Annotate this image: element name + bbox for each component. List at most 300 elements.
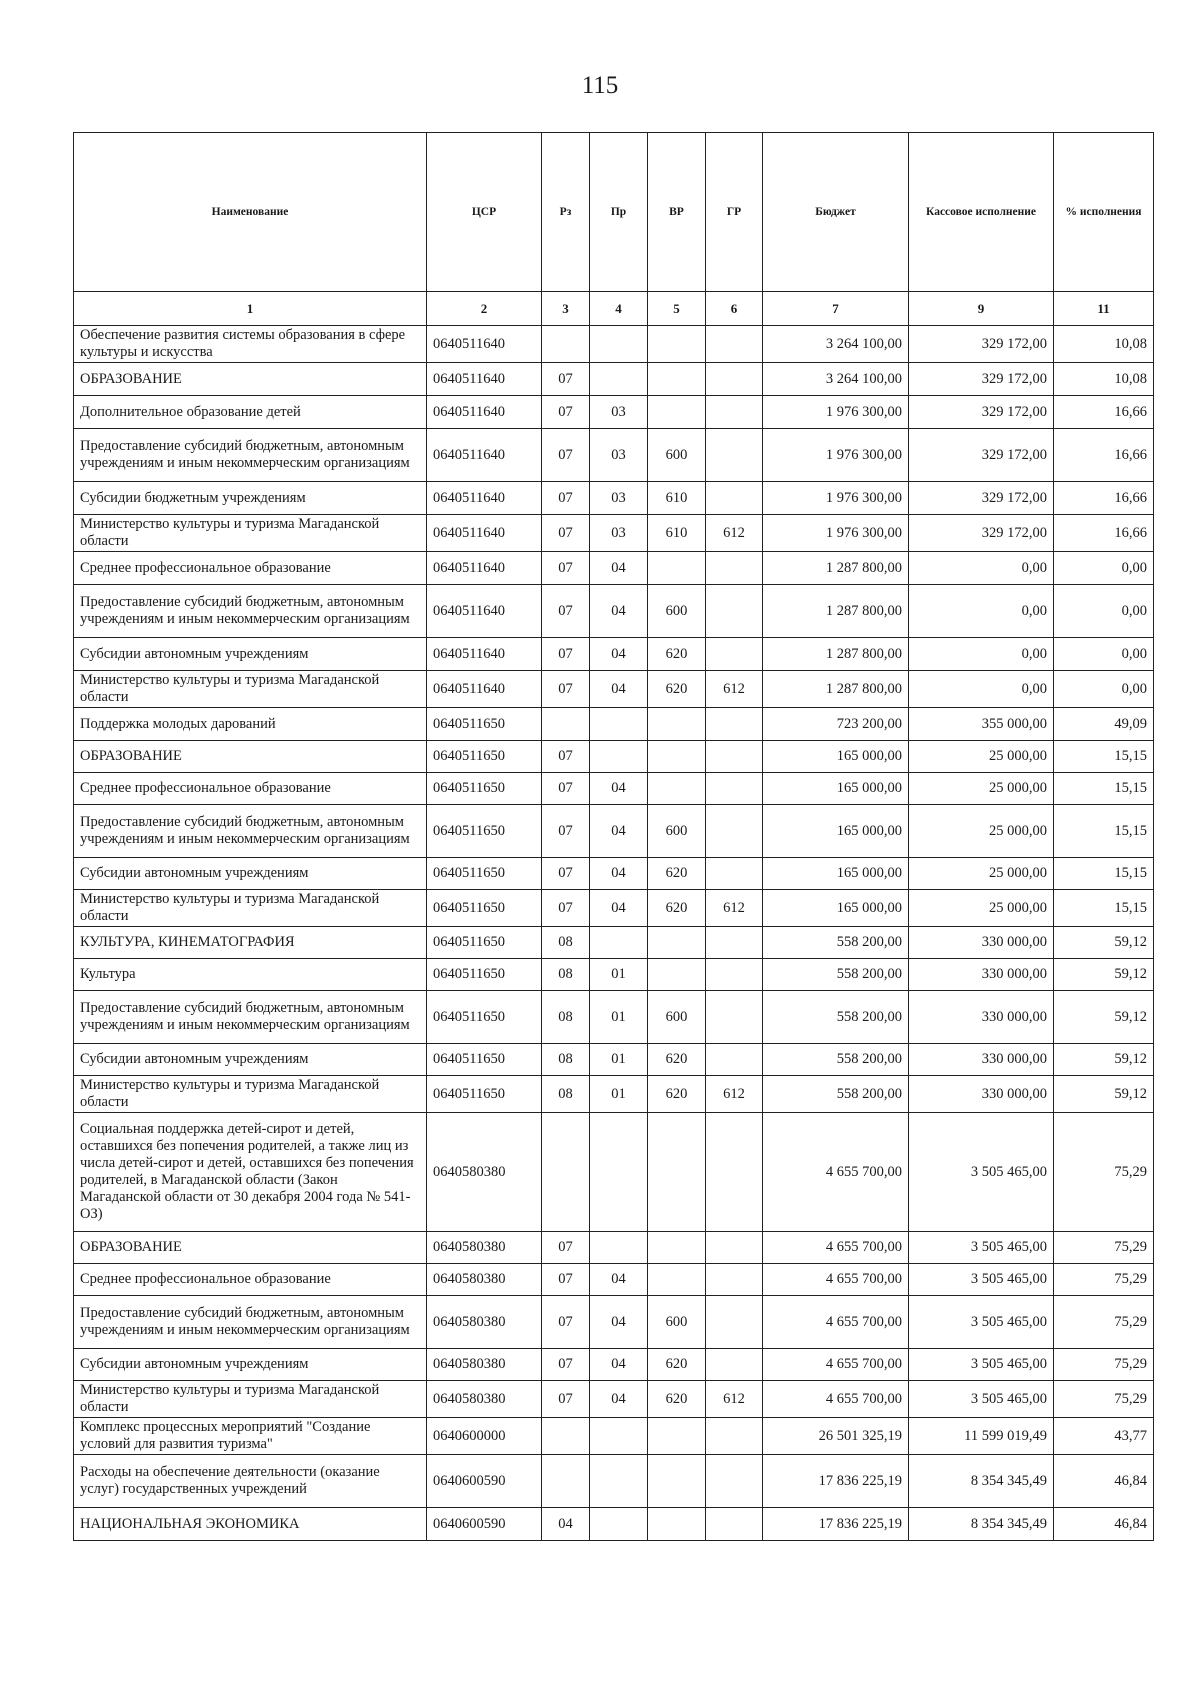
cell-csr: 0640511640 [427,638,542,671]
cell-gr [706,1113,763,1232]
cell-budget: 4 655 700,00 [763,1296,909,1349]
table-row [74,959,1154,991]
table-row [74,1349,1154,1381]
table-row [74,1232,1154,1264]
table-row [74,708,1154,741]
cell-pr [590,363,648,396]
header-name: Наименование [74,133,427,292]
cell-budget: 4 655 700,00 [763,1349,909,1381]
header-pct: % исполнения [1054,133,1154,292]
table-row [74,991,1154,1044]
table-row [74,1264,1154,1296]
cell-pct: 75,29 [1054,1232,1154,1264]
cell-rz: 07 [542,1349,590,1381]
cell-cash: 11 599 019,49 [909,1418,1054,1455]
cell-cash: 329 172,00 [909,363,1054,396]
table-row [74,326,1154,363]
cell-cash: 330 000,00 [909,1044,1054,1076]
cell-cash: 329 172,00 [909,326,1054,363]
cell-name: Субсидии бюджетным учреждениям [74,482,427,515]
cell-vr: 610 [648,515,706,552]
cell-gr [706,1264,763,1296]
column-number-row [74,292,1154,326]
table-row [74,1508,1154,1541]
cell-gr [706,1232,763,1264]
cell-pr: 04 [590,1296,648,1349]
cell-budget: 3 264 100,00 [763,326,909,363]
table-row [74,515,1154,552]
cell-pct: 15,15 [1054,805,1154,858]
cell-pct: 16,66 [1054,515,1154,552]
cell-csr: 0640511650 [427,959,542,991]
cell-cash: 3 505 465,00 [909,1232,1054,1264]
cell-cash: 355 000,00 [909,708,1054,741]
cell-vr: 620 [648,671,706,708]
cell-pr: 04 [590,552,648,585]
cell-csr: 0640600590 [427,1508,542,1541]
cell-rz: 08 [542,991,590,1044]
cell-budget: 26 501 325,19 [763,1418,909,1455]
cell-cash: 330 000,00 [909,959,1054,991]
cell-cash: 3 505 465,00 [909,1264,1054,1296]
cell-pct: 15,15 [1054,741,1154,773]
cell-cash: 329 172,00 [909,429,1054,482]
table-row [74,1113,1154,1232]
cell-vr [648,959,706,991]
cell-csr: 0640600000 [427,1418,542,1455]
cell-pr: 03 [590,396,648,429]
cell-csr: 0640511640 [427,482,542,515]
cell-rz: 07 [542,1381,590,1418]
cell-cash: 0,00 [909,638,1054,671]
column-number: 6 [706,292,763,326]
cell-pr [590,326,648,363]
cell-vr: 610 [648,482,706,515]
cell-csr: 0640580380 [427,1232,542,1264]
cell-pct: 59,12 [1054,959,1154,991]
cell-cash: 330 000,00 [909,927,1054,959]
cell-rz: 08 [542,1076,590,1113]
cell-rz: 07 [542,363,590,396]
table-row [74,1044,1154,1076]
table-row [74,773,1154,805]
cell-rz [542,326,590,363]
cell-csr: 0640511640 [427,363,542,396]
cell-rz: 07 [542,552,590,585]
cell-cash: 3 505 465,00 [909,1113,1054,1232]
cell-csr: 0640511650 [427,991,542,1044]
cell-vr [648,396,706,429]
cell-vr: 620 [648,858,706,890]
cell-gr [706,585,763,638]
cell-name: НАЦИОНАЛЬНАЯ ЭКОНОМИКА [74,1508,427,1541]
cell-csr: 0640580380 [427,1381,542,1418]
table-row [74,1455,1154,1508]
cell-name: КУЛЬТУРА, КИНЕМАТОГРАФИЯ [74,927,427,959]
cell-pct: 16,66 [1054,396,1154,429]
cell-rz [542,1113,590,1232]
cell-gr [706,1455,763,1508]
cell-name: Предоставление субсидий бюджетным, автономным учреждениям и иным некоммерческим организациям [74,1296,427,1349]
cell-gr [706,429,763,482]
cell-pr [590,1508,648,1541]
cell-pct: 59,12 [1054,1076,1154,1113]
cell-gr [706,991,763,1044]
cell-gr [706,959,763,991]
cell-pr: 04 [590,1349,648,1381]
cell-budget: 558 200,00 [763,1076,909,1113]
cell-name: Министерство культуры и туризма Магаданской области [74,1076,427,1113]
cell-cash: 8 354 345,49 [909,1508,1054,1541]
cell-vr: 620 [648,638,706,671]
cell-cash: 25 000,00 [909,805,1054,858]
cell-pr: 04 [590,773,648,805]
cell-vr [648,1508,706,1541]
cell-name: Субсидии автономным учреждениям [74,858,427,890]
cell-vr: 620 [648,1044,706,1076]
cell-vr [648,773,706,805]
cell-vr: 600 [648,429,706,482]
cell-gr: 612 [706,1381,763,1418]
cell-budget: 165 000,00 [763,805,909,858]
cell-pr: 01 [590,1044,648,1076]
cell-cash: 329 172,00 [909,396,1054,429]
table-row [74,1076,1154,1113]
cell-gr [706,326,763,363]
cell-csr: 0640580380 [427,1296,542,1349]
table-row [74,429,1154,482]
table-row [74,805,1154,858]
cell-gr [706,482,763,515]
cell-budget: 4 655 700,00 [763,1113,909,1232]
cell-rz: 04 [542,1508,590,1541]
cell-budget: 17 836 225,19 [763,1508,909,1541]
cell-name: Социальная поддержка детей-сирот и детей, оставшихся без попечения родителей, а также лиц из числа детей-сирот и детей, оставшихся без попечения родителей, в Магаданской области (Закон Магаданской области от 30 декабря 2004 года № 541-ОЗ) [74,1113,427,1232]
cell-name: Среднее профессиональное образование [74,1264,427,1296]
table-row [74,671,1154,708]
cell-pct: 15,15 [1054,858,1154,890]
cell-pr [590,708,648,741]
column-number: 4 [590,292,648,326]
cell-csr: 0640511650 [427,1076,542,1113]
cell-vr: 620 [648,1076,706,1113]
cell-name: Культура [74,959,427,991]
cell-vr [648,1418,706,1455]
cell-pr: 04 [590,1264,648,1296]
cell-budget: 1 287 800,00 [763,638,909,671]
cell-vr [648,363,706,396]
cell-rz: 07 [542,858,590,890]
cell-vr [648,1455,706,1508]
cell-name: Комплекс процессных мероприятий "Создание условий для развития туризма" [74,1418,427,1455]
cell-rz: 07 [542,638,590,671]
cell-pct: 75,29 [1054,1264,1154,1296]
cell-cash: 25 000,00 [909,858,1054,890]
cell-vr: 600 [648,585,706,638]
cell-budget: 1 976 300,00 [763,396,909,429]
cell-pr [590,1113,648,1232]
cell-budget: 558 200,00 [763,1044,909,1076]
cell-budget: 1 287 800,00 [763,585,909,638]
cell-pct: 59,12 [1054,991,1154,1044]
cell-gr [706,638,763,671]
page-number: 115 [581,72,619,99]
cell-pr: 01 [590,991,648,1044]
cell-budget: 1 976 300,00 [763,515,909,552]
header-pr: Пр [590,133,648,292]
column-number: 5 [648,292,706,326]
cell-gr [706,858,763,890]
cell-name: Министерство культуры и туризма Магаданской области [74,890,427,927]
table-row [74,552,1154,585]
cell-budget: 1 976 300,00 [763,482,909,515]
cell-budget: 558 200,00 [763,927,909,959]
cell-pct: 75,29 [1054,1113,1154,1232]
cell-pct: 0,00 [1054,585,1154,638]
cell-gr [706,708,763,741]
cell-rz: 07 [542,1264,590,1296]
cell-rz: 08 [542,1044,590,1076]
cell-rz: 07 [542,515,590,552]
cell-pct: 10,08 [1054,363,1154,396]
cell-budget: 17 836 225,19 [763,1455,909,1508]
cell-csr: 0640511650 [427,773,542,805]
cell-pct: 49,09 [1054,708,1154,741]
cell-rz: 07 [542,773,590,805]
cell-pr: 03 [590,482,648,515]
cell-budget: 165 000,00 [763,890,909,927]
cell-pr: 04 [590,890,648,927]
cell-vr: 620 [648,1381,706,1418]
column-number: 9 [909,292,1054,326]
cell-gr: 612 [706,515,763,552]
cell-rz: 07 [542,671,590,708]
cell-name: Субсидии автономным учреждениям [74,1349,427,1381]
cell-rz: 07 [542,1296,590,1349]
cell-vr [648,1113,706,1232]
cell-pct: 16,66 [1054,482,1154,515]
column-number: 1 [74,292,427,326]
cell-gr [706,927,763,959]
cell-rz: 07 [542,585,590,638]
cell-rz: 07 [542,741,590,773]
cell-name: Субсидии автономным учреждениям [74,638,427,671]
cell-rz: 07 [542,890,590,927]
cell-cash: 25 000,00 [909,890,1054,927]
cell-rz: 08 [542,959,590,991]
cell-rz [542,708,590,741]
table-row [74,1296,1154,1349]
cell-name: Дополнительное образование детей [74,396,427,429]
cell-csr: 0640511640 [427,515,542,552]
cell-pct: 43,77 [1054,1418,1154,1455]
cell-vr [648,708,706,741]
header-vr: ВР [648,133,706,292]
cell-budget: 1 976 300,00 [763,429,909,482]
column-number: 11 [1054,292,1154,326]
cell-pr: 04 [590,805,648,858]
cell-csr: 0640511650 [427,890,542,927]
table-row [74,741,1154,773]
cell-rz: 07 [542,429,590,482]
cell-pct: 15,15 [1054,773,1154,805]
cell-name: Субсидии автономным учреждениям [74,1044,427,1076]
table-body [74,326,1154,1541]
table-row [74,858,1154,890]
cell-csr: 0640580380 [427,1264,542,1296]
cell-rz [542,1455,590,1508]
cell-cash: 3 505 465,00 [909,1349,1054,1381]
cell-pr [590,927,648,959]
cell-gr: 612 [706,1076,763,1113]
cell-rz [542,1418,590,1455]
cell-pr [590,741,648,773]
cell-cash: 330 000,00 [909,991,1054,1044]
cell-vr [648,1264,706,1296]
cell-rz: 07 [542,805,590,858]
cell-gr [706,773,763,805]
cell-pct: 59,12 [1054,927,1154,959]
table-row [74,1418,1154,1455]
cell-vr [648,326,706,363]
cell-pr [590,1455,648,1508]
cell-vr: 600 [648,1296,706,1349]
cell-cash: 3 505 465,00 [909,1381,1054,1418]
cell-vr: 600 [648,991,706,1044]
cell-gr [706,363,763,396]
cell-csr: 0640511650 [427,741,542,773]
cell-name: Предоставление субсидий бюджетным, автономным учреждениям и иным некоммерческим организациям [74,991,427,1044]
table-row [74,396,1154,429]
cell-pct: 0,00 [1054,638,1154,671]
column-number: 3 [542,292,590,326]
cell-name: Предоставление субсидий бюджетным, автономным учреждениям и иным некоммерческим организациям [74,585,427,638]
cell-budget: 4 655 700,00 [763,1381,909,1418]
cell-pct: 75,29 [1054,1381,1154,1418]
cell-csr: 0640600590 [427,1455,542,1508]
cell-csr: 0640511650 [427,1044,542,1076]
cell-pct: 10,08 [1054,326,1154,363]
cell-gr [706,1508,763,1541]
cell-cash: 0,00 [909,671,1054,708]
cell-pr: 01 [590,1076,648,1113]
cell-pct: 16,66 [1054,429,1154,482]
cell-pr: 04 [590,858,648,890]
cell-name: Среднее профессиональное образование [74,773,427,805]
cell-pct: 75,29 [1054,1349,1154,1381]
cell-vr [648,741,706,773]
header-row [74,133,1154,292]
cell-pr: 03 [590,429,648,482]
cell-rz: 07 [542,396,590,429]
cell-csr: 0640511650 [427,858,542,890]
cell-csr: 0640511640 [427,585,542,638]
cell-rz: 07 [542,1232,590,1264]
cell-csr: 0640580380 [427,1113,542,1232]
cell-cash: 0,00 [909,552,1054,585]
cell-name: Министерство культуры и туризма Магаданской области [74,671,427,708]
cell-pr: 04 [590,671,648,708]
table-row [74,1381,1154,1418]
table-row [74,638,1154,671]
cell-rz: 08 [542,927,590,959]
cell-gr [706,805,763,858]
cell-name: Предоставление субсидий бюджетным, автономным учреждениям и иным некоммерческим организациям [74,429,427,482]
cell-budget: 1 287 800,00 [763,671,909,708]
cell-budget: 4 655 700,00 [763,1232,909,1264]
cell-pr [590,1232,648,1264]
cell-name: Предоставление субсидий бюджетным, автономным учреждениям и иным некоммерческим организациям [74,805,427,858]
table-row [74,927,1154,959]
cell-gr [706,1296,763,1349]
cell-pct: 0,00 [1054,671,1154,708]
cell-pct: 46,84 [1054,1508,1154,1541]
header-gr: ГР [706,133,763,292]
cell-gr [706,552,763,585]
cell-cash: 330 000,00 [909,1076,1054,1113]
cell-cash: 329 172,00 [909,515,1054,552]
cell-vr [648,1232,706,1264]
cell-cash: 0,00 [909,585,1054,638]
cell-name: ОБРАЗОВАНИЕ [74,1232,427,1264]
cell-pct: 0,00 [1054,552,1154,585]
cell-csr: 0640511650 [427,805,542,858]
cell-name: ОБРАЗОВАНИЕ [74,741,427,773]
cell-gr: 612 [706,671,763,708]
cell-budget: 165 000,00 [763,741,909,773]
cell-pr: 04 [590,585,648,638]
cell-cash: 25 000,00 [909,741,1054,773]
cell-name: Обеспечение развития системы образования в сфере культуры и искусства [74,326,427,363]
cell-pr [590,1418,648,1455]
cell-budget: 4 655 700,00 [763,1264,909,1296]
cell-csr: 0640511640 [427,396,542,429]
cell-csr: 0640511640 [427,671,542,708]
cell-gr [706,1418,763,1455]
cell-name: Министерство культуры и туризма Магаданской области [74,1381,427,1418]
cell-pr: 03 [590,515,648,552]
cell-gr [706,396,763,429]
cell-csr: 0640511650 [427,708,542,741]
cell-csr: 0640511640 [427,326,542,363]
cell-budget: 558 200,00 [763,991,909,1044]
cell-pct: 46,84 [1054,1455,1154,1508]
cell-vr: 620 [648,890,706,927]
column-number: 7 [763,292,909,326]
table-row [74,363,1154,396]
column-number: 2 [427,292,542,326]
cell-name: ОБРАЗОВАНИЕ [74,363,427,396]
cell-budget: 558 200,00 [763,959,909,991]
header-csr: ЦСР [427,133,542,292]
cell-csr: 0640511640 [427,552,542,585]
cell-budget: 723 200,00 [763,708,909,741]
budget-table [73,132,1154,1541]
cell-budget: 3 264 100,00 [763,363,909,396]
table-row [74,482,1154,515]
cell-cash: 329 172,00 [909,482,1054,515]
cell-pct: 15,15 [1054,890,1154,927]
header-budget: Бюджет [763,133,909,292]
cell-gr [706,741,763,773]
header-cash: Кассовое исполнение [909,133,1054,292]
cell-gr [706,1349,763,1381]
cell-csr: 0640580380 [427,1349,542,1381]
table-row [74,585,1154,638]
cell-vr: 620 [648,1349,706,1381]
cell-pr: 04 [590,638,648,671]
cell-csr: 0640511650 [427,927,542,959]
